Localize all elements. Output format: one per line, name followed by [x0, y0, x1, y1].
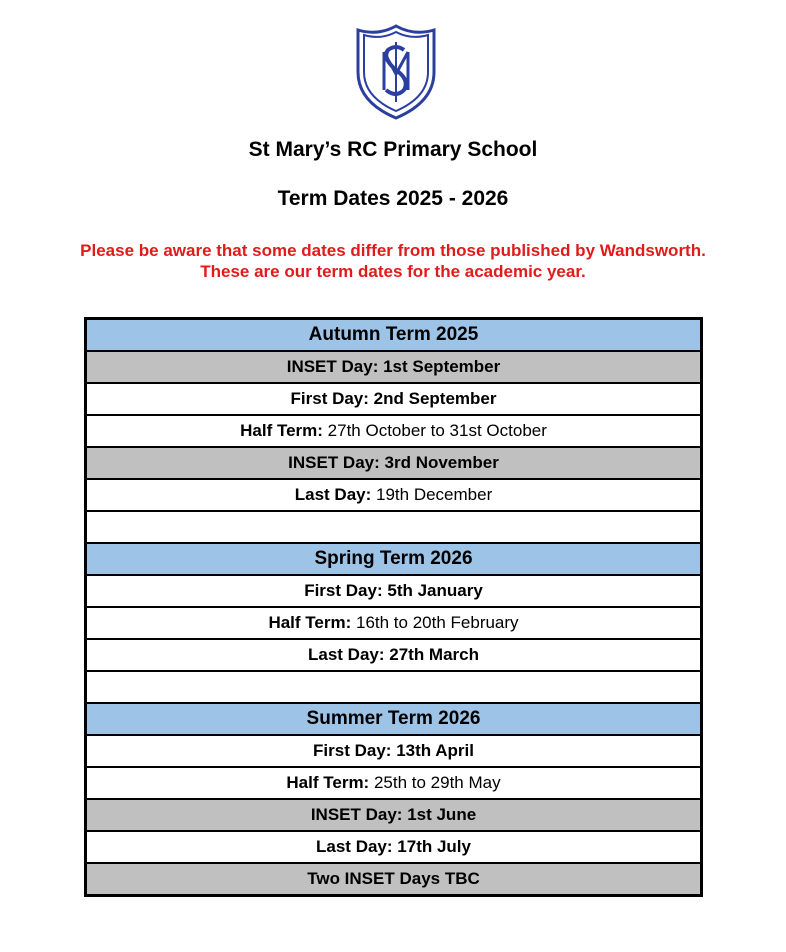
row-label: INSET Day: [286, 357, 379, 376]
row-value: 27th March [389, 645, 479, 664]
row-value: 1st June [407, 805, 477, 824]
table-row [86, 607, 702, 639]
row-value: 16th to 20th February [356, 613, 519, 632]
page-title: Term Dates 2025 - 2026 [277, 187, 509, 210]
row-label: First Day: [290, 389, 369, 408]
summer-term-header-row [86, 703, 702, 735]
row-value: 5th January [387, 581, 483, 600]
notice-line-2: These are our term dates for the academic year. [200, 262, 586, 281]
school-name: St Mary’s RC Primary School [248, 138, 538, 161]
row-label: INSET Day: [288, 453, 380, 472]
row-value: 25th to 29th May [373, 773, 501, 792]
school-crest-logo [354, 22, 438, 122]
row-label: Half Term: [286, 773, 370, 792]
row-value: 3rd November [384, 453, 499, 472]
row-value: 27th October to 31st October [327, 421, 547, 440]
autumn-term-header-row [86, 319, 702, 352]
table-row [86, 639, 702, 671]
row-label: INSET Day: [310, 805, 403, 824]
table-row [86, 799, 702, 831]
spacer-row [86, 511, 702, 543]
table-row [86, 575, 702, 607]
table-row [86, 831, 702, 863]
spring-term-heading: Spring Term 2026 [86, 543, 702, 575]
notice [0, 240, 786, 282]
row-value: 19th December [376, 485, 493, 504]
row-label: Last Day: [316, 837, 393, 856]
notice-line-1: Please be aware that some dates differ from those published by Wandsworth. [80, 241, 706, 260]
table-row [86, 415, 702, 447]
row-label: Half Term: [240, 421, 323, 440]
row-label: Last Day: [307, 645, 385, 664]
autumn-term-heading: Autumn Term 2025 [86, 319, 702, 352]
row-label: Two INSET Days TBC [307, 869, 480, 888]
row-label: Last Day: [294, 485, 372, 504]
row-value: 17th July [397, 837, 471, 856]
table-row [86, 735, 702, 767]
table-row [86, 767, 702, 799]
row-value: 1st September [383, 357, 501, 376]
term-dates-table [84, 317, 703, 897]
spacer-row [86, 671, 702, 703]
table-row [86, 863, 702, 896]
row-label: First Day: [313, 741, 392, 760]
spring-term-header-row [86, 543, 702, 575]
row-label: Half Term: [268, 613, 352, 632]
row-value: 13th April [396, 741, 474, 760]
table-row [86, 383, 702, 415]
row-value: 2nd September [373, 389, 497, 408]
table-row [86, 351, 702, 383]
table-row [86, 479, 702, 511]
row-label: First Day: [304, 581, 383, 600]
summer-term-heading: Summer Term 2026 [86, 703, 702, 735]
table-row [86, 447, 702, 479]
